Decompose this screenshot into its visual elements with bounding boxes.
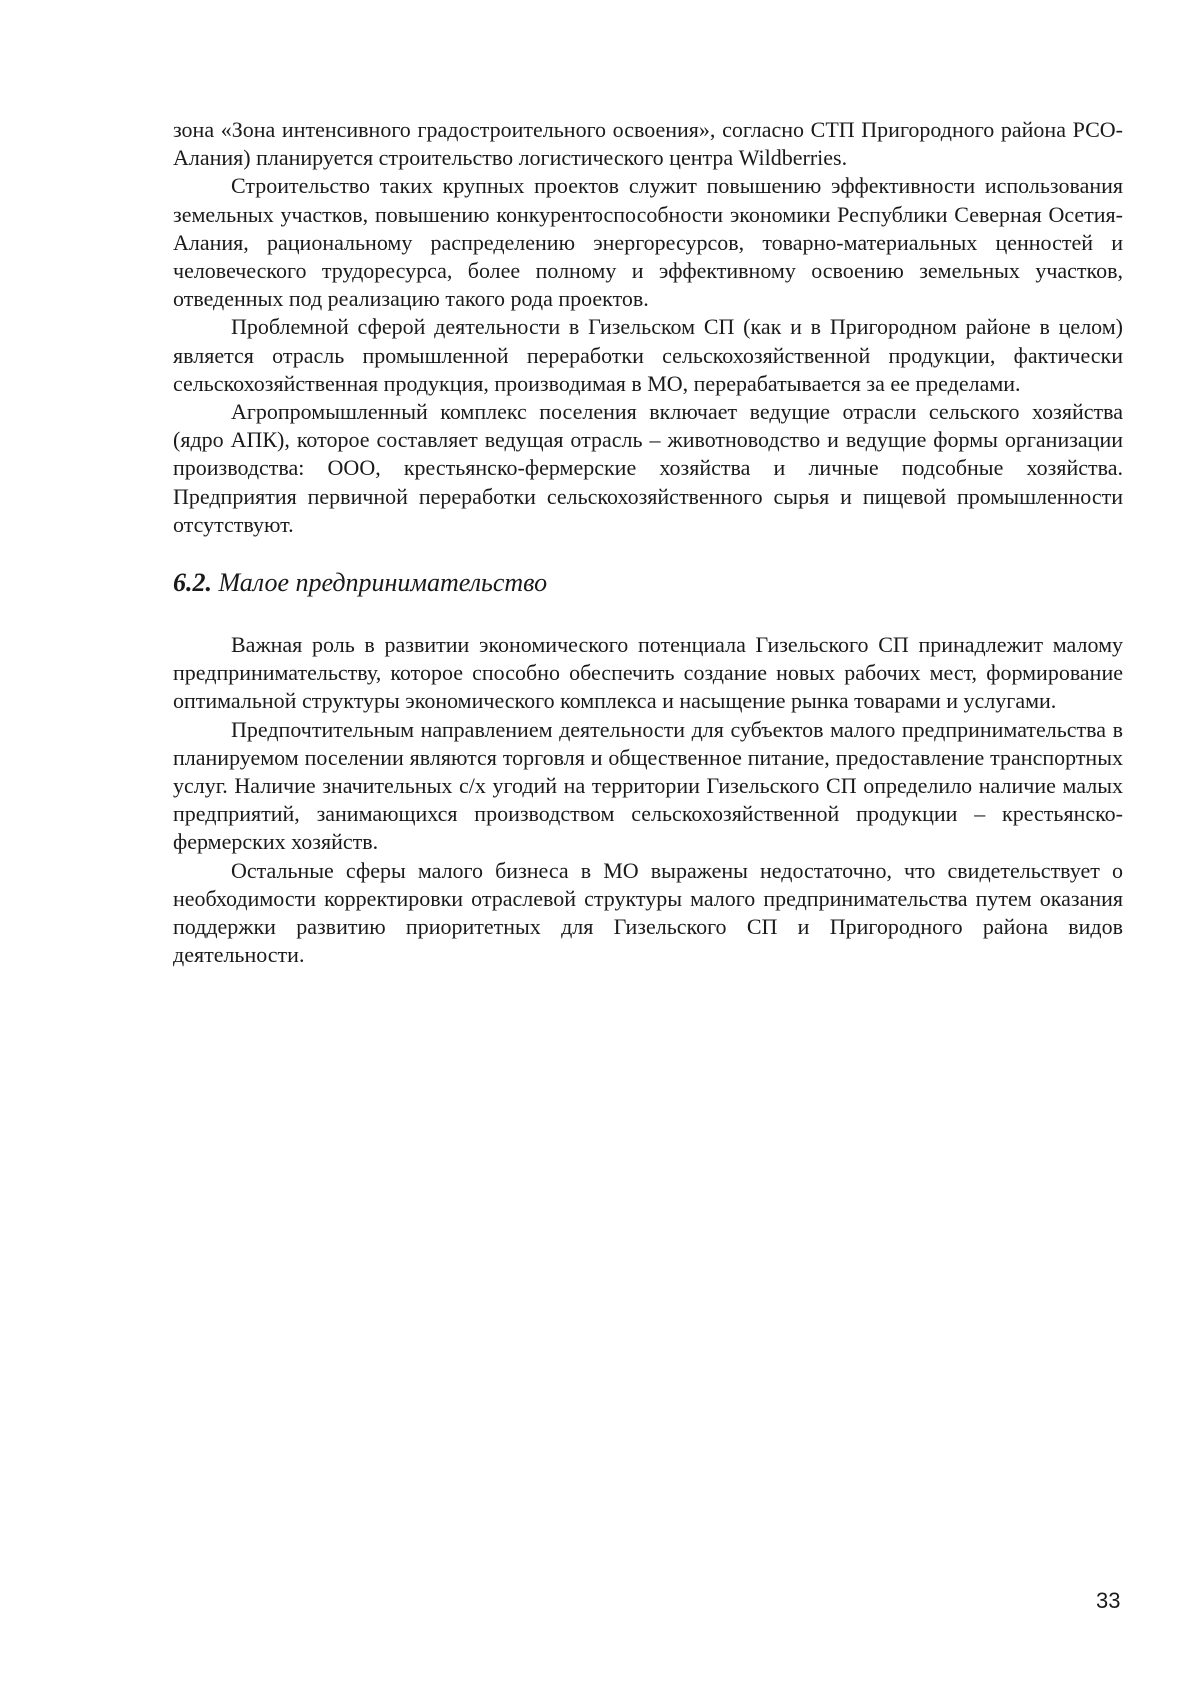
- section-title: Малое предпринимательство: [218, 568, 548, 598]
- paragraph-continuation: зона «Зона интенсивного градостроительного освоения», согласно СТП Пригородного района РСО-Алания) планируется строительство логистического центра Wildberries.: [173, 117, 1123, 171]
- paragraph-preferred-directions: Предпочтительным направлением деятельности для субъектов малого предпринимательства в планируемом поселении являются торговля и общественное питание, предоставление транспортных услуг. Наличие значительных с/х угодий на территории Гизельского СП определило наличие малых предприятий, занимающихся производством сельскохозяйственной продукции – крестьянско-фермерских хозяйств.: [173, 716, 1123, 855]
- paragraph-agro-complex: Агропромышленный комплекс поселения включает ведущие отрасли сельского хозяйства (ядро АПК), которое составляет ведущая отрасль – животноводство и ведущие формы организации производства: ООО, крестьянско-фермерские хозяйства и личные подсобные хозяйства. Предприятия первичной переработки сельскохозяйственного сырья и пищевой промышленности отсутствуют.: [173, 399, 1123, 537]
- paragraph-small-business-role: Важная роль в развитии экономического потенциала Гизельского СП принадлежит малому предпринимательству, которое способно обеспечить создание новых рабочих мест, формирование оптимальной структуры экономического комплекса и насыщение рынка товарами и услугами.: [173, 632, 1123, 714]
- paragraph-processing-problem: Проблемной сферой деятельности в Гизельском СП (как и в Пригородном районе в целом) является отрасль промышленной переработки сельскохозяйственной продукции, фактически сельскохозяйственная продукция, производимая в МО, перерабатывается за ее пределами.: [173, 314, 1123, 396]
- section-heading: [173, 567, 1123, 599]
- page-number: 33: [1096, 1588, 1121, 1613]
- paragraph-large-projects: Строительство таких крупных проектов служит повышению эффективности использования земельных участков, повышению конкурентоспособности экономики Республики Северная Осетия-Алания, рациональному распределению энергоресурсов, товарно-материальных ценностей и человеческого трудоресурса, более полному и эффективному освоению земельных участков, отведенных под реализацию такого рода проектов.: [173, 173, 1123, 312]
- paragraph-other-spheres: Остальные сферы малого бизнеса в МО выражены недостаточно, что свидетельствует о необходимости корректировки отраслевой структуры малого предпринимательства путем оказания поддержки развитию приоритетных для Гизельского СП и Пригородного района видов деятельности.: [173, 857, 1123, 968]
- section-number: 6.2.: [173, 568, 212, 598]
- page-body: [173, 116, 1123, 969]
